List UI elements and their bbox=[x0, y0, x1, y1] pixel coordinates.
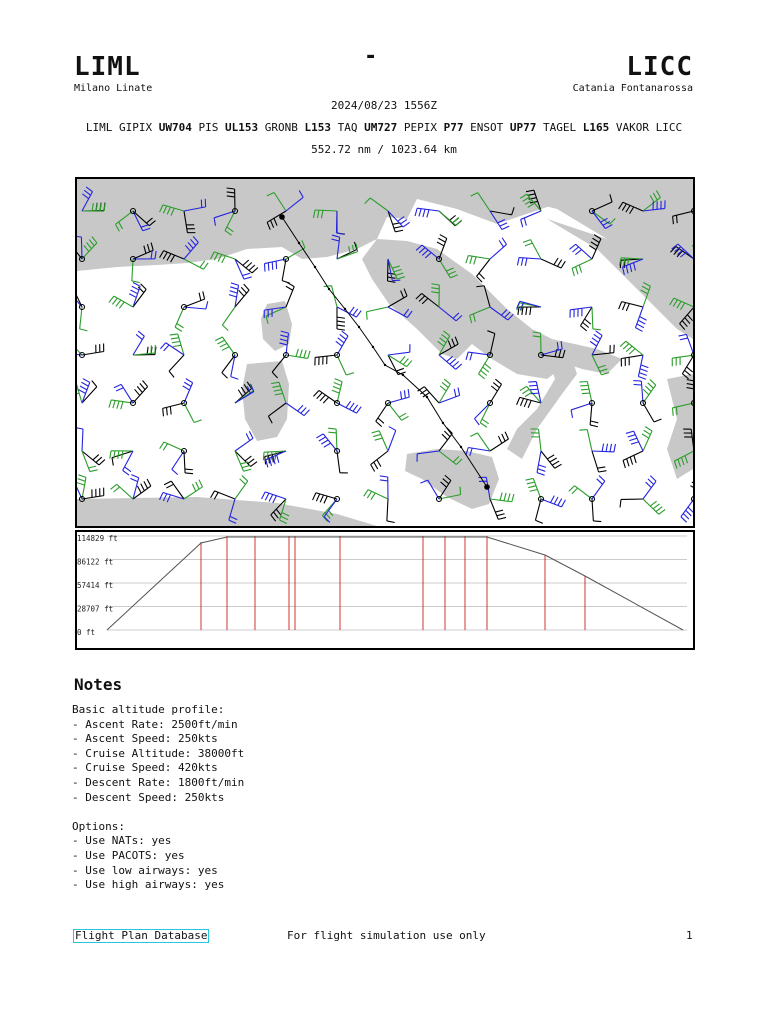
route-string bbox=[0, 121, 768, 134]
route-waypoint: LIML bbox=[85, 121, 113, 134]
waypoint-marker bbox=[372, 346, 374, 348]
route-airway: L153 bbox=[304, 121, 331, 134]
waypoint-marker bbox=[384, 364, 386, 366]
route-airway: L165 bbox=[582, 121, 610, 134]
wind-map bbox=[75, 177, 695, 528]
route-distance: 552.72 nm / 1023.64 km bbox=[311, 143, 457, 156]
profile-ylabel: 57414 ft bbox=[77, 581, 114, 590]
waypoint-marker bbox=[460, 446, 462, 448]
waypoint-marker bbox=[426, 396, 428, 398]
profile-line bbox=[107, 537, 683, 630]
route-waypoint: ENSOT bbox=[470, 121, 504, 134]
waypoint-marker bbox=[328, 288, 330, 290]
route-waypoint: PIS bbox=[198, 121, 219, 134]
airport-marker bbox=[279, 214, 285, 220]
waypoint-marker bbox=[402, 374, 404, 376]
notes-body: Basic altitude profile: - Ascent Rate: 2500ft/min - Ascent Speed: 250kts - Cruise Altitude: 38000ft - Cruise Speed: 420kts - Descent Rate: 1800ft/min - Descent Speed: 250kts Options: - Use NATs: yes - Use PACOTS: yes - Use low airways: yes - Use high airways: yes bbox=[72, 703, 245, 892]
waypoint-marker bbox=[442, 422, 444, 424]
wind-map-canvas bbox=[77, 179, 693, 526]
profile-ylabel: 28707 ft bbox=[77, 604, 114, 614]
waypoint-marker bbox=[344, 308, 346, 310]
altitude-profile-canvas bbox=[77, 532, 693, 648]
origin-name: Milano Linate bbox=[74, 83, 153, 94]
flight-date: 2024/08/23 1556Z bbox=[331, 99, 437, 112]
route-airway: UM727 bbox=[364, 121, 398, 134]
profile-ylabel: 114829 ft bbox=[77, 534, 118, 543]
origin-code: LIML bbox=[74, 52, 141, 82]
route-airway: UW704 bbox=[158, 121, 192, 134]
profile-axis-labels bbox=[77, 534, 118, 637]
route-separator: - bbox=[364, 44, 378, 69]
destination-name: Catania Fontanarossa bbox=[572, 83, 693, 94]
route-airway: UP77 bbox=[509, 121, 537, 134]
route-waypoint: PEPIX bbox=[403, 121, 437, 134]
airport-marker bbox=[484, 484, 490, 490]
profile-ylabel: 0 ft bbox=[77, 628, 96, 637]
altitude-profile bbox=[75, 530, 695, 650]
notes-title: Notes bbox=[74, 675, 123, 694]
route-airway: P77 bbox=[443, 121, 464, 134]
route-waypoint: GIPIX bbox=[119, 121, 153, 134]
route-airway: UL153 bbox=[225, 121, 259, 134]
route-waypoint: LICC bbox=[655, 121, 683, 134]
waypoint-marker bbox=[358, 326, 360, 328]
waypoint-marker bbox=[298, 242, 300, 244]
route-waypoint: TAGEL bbox=[543, 121, 577, 134]
footer-disclaimer: For flight simulation use only bbox=[287, 929, 486, 942]
waypoint-marker bbox=[314, 266, 316, 268]
page-number: 1 bbox=[686, 929, 693, 942]
destination-code: LICC bbox=[626, 52, 693, 82]
route-waypoint: TAQ bbox=[337, 121, 358, 134]
profile-ylabel: 86122 ft bbox=[77, 557, 114, 567]
route-waypoint: GRONB bbox=[264, 121, 298, 134]
flight-plan-database-link[interactable]: Flight Plan Database bbox=[75, 929, 208, 942]
route-waypoint: VAKOR bbox=[615, 121, 649, 134]
